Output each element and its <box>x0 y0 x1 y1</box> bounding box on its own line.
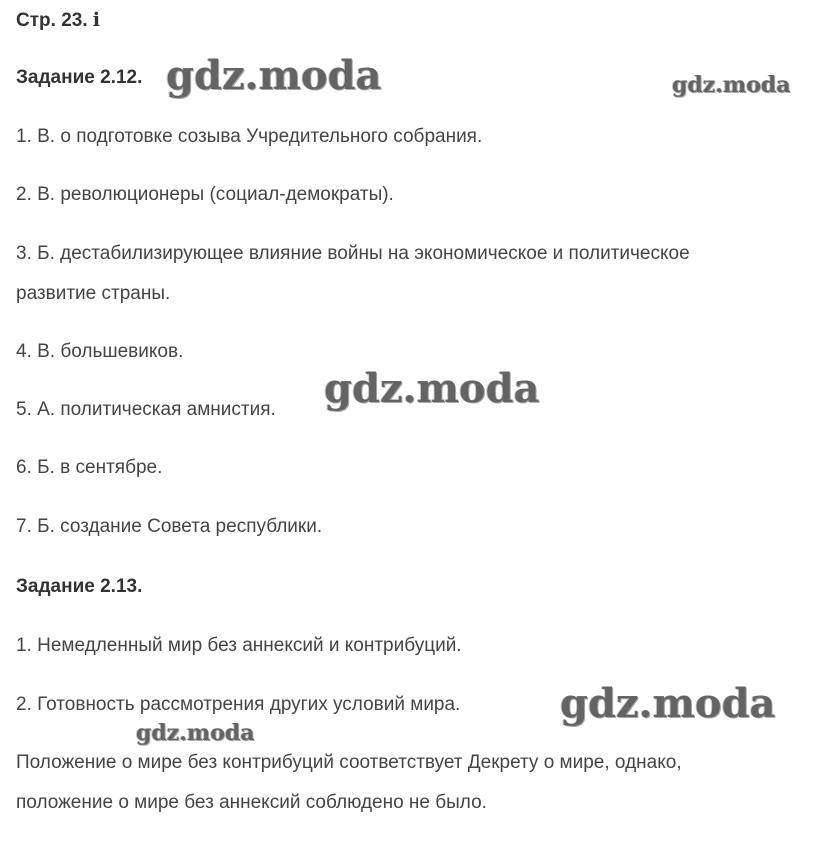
task-2-12-heading: Задание 2.12. <box>16 67 143 88</box>
watermark-logo: gdz.moda <box>166 52 382 99</box>
task-2-13-answer-2: 2. Готовность рассмотрения других условий мира. <box>16 694 461 715</box>
task-2-12-answer-4: 4. В. большевиков. <box>16 341 184 362</box>
task-2-12-answer-6: 6. Б. в сентябре. <box>16 457 163 478</box>
task-2-12-answer-3-continued: развитие страны. <box>16 283 171 304</box>
watermark-logo: gdz.moda <box>672 72 791 98</box>
page-reference: Стр. 23. ℹ <box>16 10 101 31</box>
watermark-logo: gdz.moda <box>136 720 255 746</box>
task-2-12-answer-3: 3. Б. дестабилизирующее влияние войны на экономическое и политическое <box>16 243 690 264</box>
watermark-logo: gdz.moda <box>324 365 540 412</box>
task-2-12-answer-7: 7. Б. создание Совета республики. <box>16 516 323 537</box>
task-2-13-conclusion-line-2: положение о мире без аннексий соблюдено не было. <box>16 792 487 813</box>
task-2-13-heading: Задание 2.13. <box>16 576 143 597</box>
watermark-logo: gdz.moda <box>560 680 776 727</box>
task-2-12-answer-5: 5. А. политическая амнистия. <box>16 399 276 420</box>
task-2-13-answer-1: 1. Немедленный мир без аннексий и контрибуций. <box>16 635 462 656</box>
task-2-12-answer-1: 1. В. о подготовке созыва Учредительного собрания. <box>16 126 483 147</box>
task-2-12-answer-2: 2. В. революционеры (социал-демократы). <box>16 184 394 205</box>
task-2-13-conclusion-line-1: Положение о мире без контрибуций соответствует Декрету о мире, однако, <box>16 752 682 773</box>
